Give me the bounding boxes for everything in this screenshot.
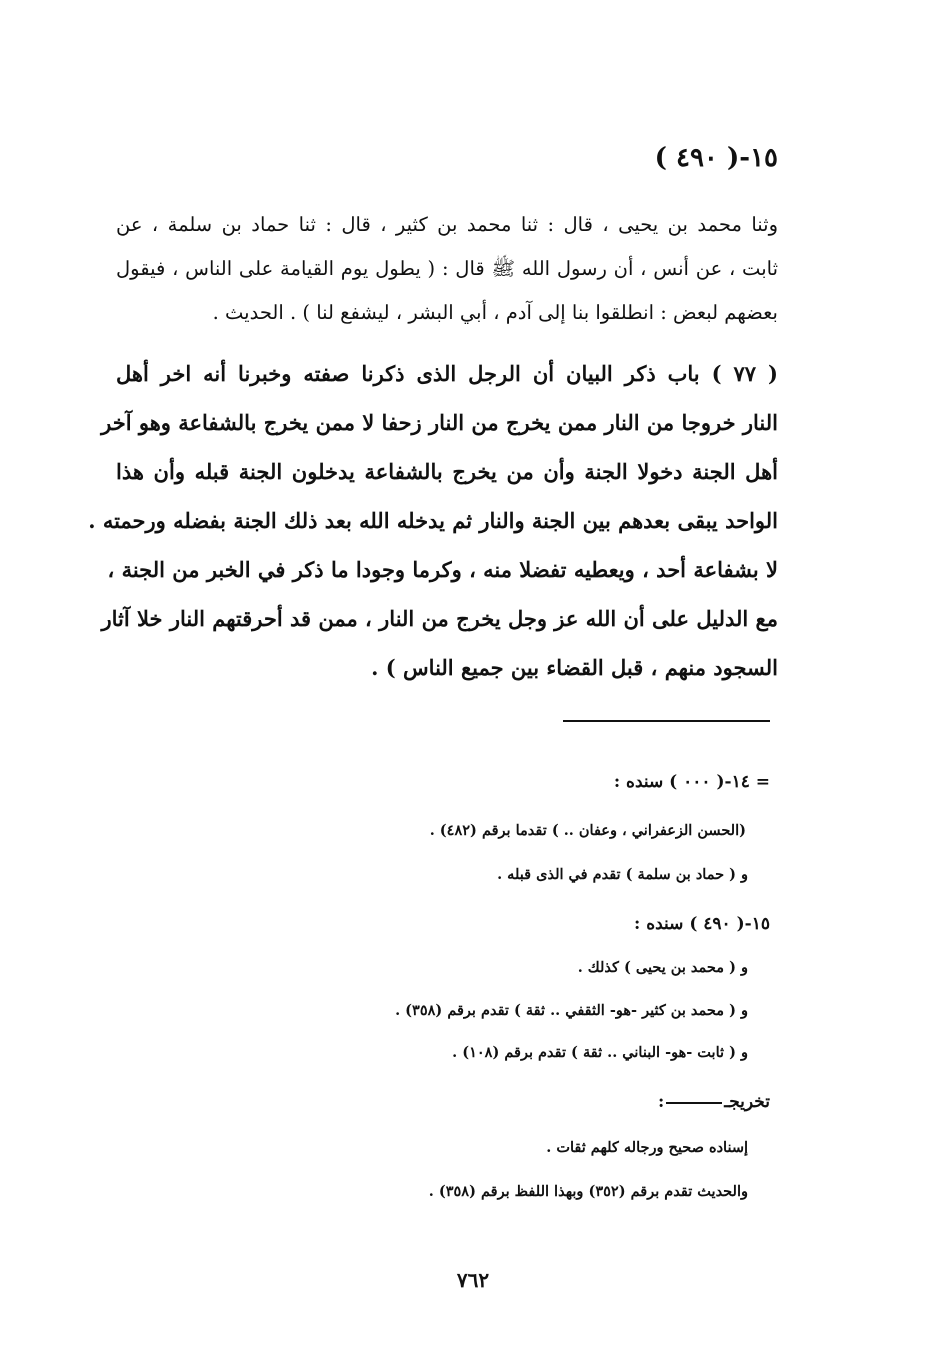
footnote-line: والحديث تقدم برقم (٣٥٢) وبهذا اللفظ برقم (٣٥٨) . (428, 1183, 748, 1200)
takhrij-label: تخريجـ (724, 1092, 770, 1112)
chapter-heading (88, 349, 778, 692)
chapter-line: الواحد يبقى بعدهم بين الجنة والنار ثم يدخله الله بعد ذلك الجنة بفضله ورحمته . (88, 508, 778, 533)
takhrij-colon: : (657, 1092, 665, 1112)
hadith-line: ثابت ، عن أنس ، أن رسول الله ﷺ قال : ( يطول يوم القيامة على الناس ، فيقول (116, 257, 778, 280)
hadith-number: ١٥-( ٤٩٠ ) (654, 143, 778, 173)
footnote-separator (563, 720, 770, 722)
chapter-line: السجود منهم ، قبل القضاء بين جميع الناس ) . (371, 655, 778, 680)
hadith-line: وثنا محمد بن يحيى ، قال : ثنا محمد بن كثير ، قال : ثنا حماد بن سلمة ، عن (116, 213, 778, 236)
takhrij-dash (666, 1102, 722, 1104)
chapter-line: النار خروجا من النار ممن يخرج من النار زحفا لا ممن يخرج بالشفاعة وهو آخر (101, 410, 778, 435)
footnote-line: و ( محمد بن يحيى ) كذلك . (577, 959, 748, 976)
footnote-line: و ( حماد بن سلمة ) تقدم في الذى قبله . (497, 866, 748, 883)
hadith-text (116, 203, 778, 335)
footnote-line: إسناده صحيح ورجاله كلهم ثقات . (546, 1139, 748, 1156)
footnote-heading: = ١٤-( ٠٠٠ ) سنده : (613, 772, 770, 792)
chapter-line: مع الدليل على أن الله عز وجل يخرج من النار ، ممن قد أحرقتهم النار خلا آثار (101, 606, 778, 631)
footnote-line: (الحسن الزعفراني ، وعفان .. ) تقدما برقم (٤٨٢) . (429, 822, 746, 839)
footnote-line: و ( محمد بن كثير -هو- الثقفي .. ثقة ) تقدم برقم (٣٥٨) . (395, 1002, 748, 1019)
chapter-line: لا بشفاعة أحد ، ويعطيه تفضلا منه ، وكرما وجودا ما ذكر في الخبر من الجنة ، (107, 557, 778, 582)
footnote-line: و ( ثابت -هو- البناني .. ثقة ) تقدم برقم (١٠٨) . (452, 1044, 748, 1061)
hadith-line: بعضهم لبعض : انطلقوا بنا إلى آدم ، أبي البشر ، ليشفع لنا ) . الحديث . (212, 301, 778, 324)
footnote-heading: ١٥-( ٤٩٠ ) سنده : (634, 914, 770, 934)
chapter-line: أهل الجنة دخولا الجنة وأن من يخرج بالشفاعة يدخلون الجنة قبله وأن هذا (116, 459, 778, 484)
chapter-line: ( ٧٧ ) باب ذكر البيان أن الرجل الذى ذكرنا صفته وخبرنا أنه اخر أهل (116, 361, 778, 386)
page-number: ٧٦٢ (456, 1268, 490, 1292)
takhrij-heading (658, 1092, 770, 1112)
